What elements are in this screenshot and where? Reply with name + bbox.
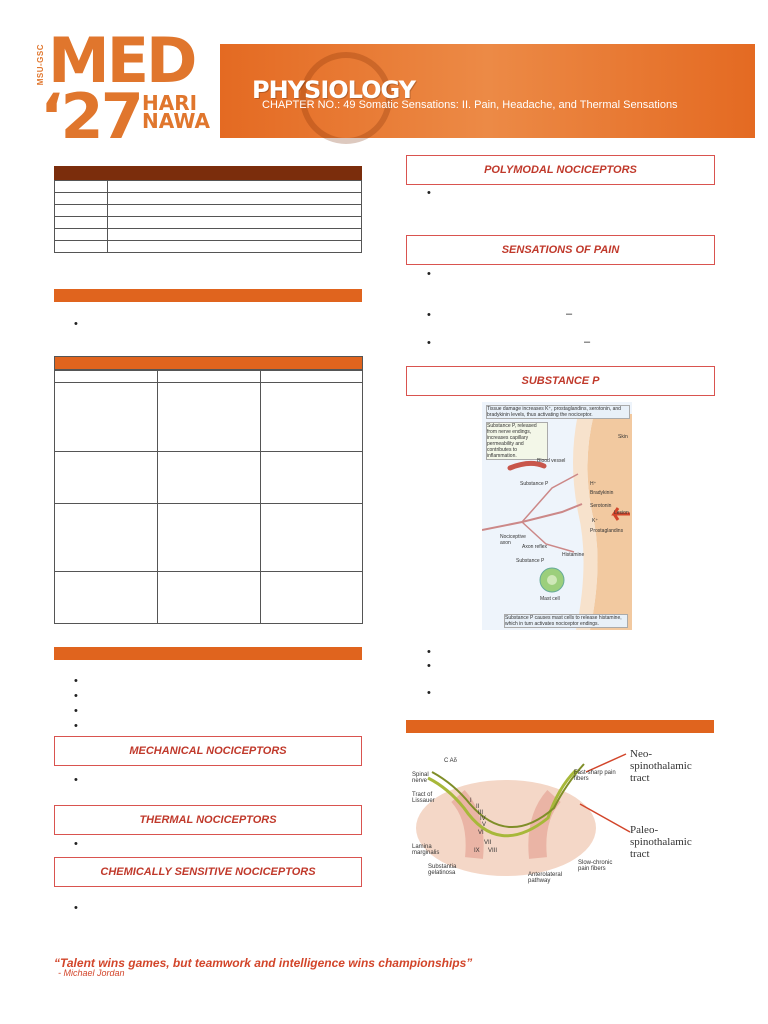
table1-header: [54, 166, 362, 180]
bullet: •: [74, 318, 78, 330]
paleo-spinothalamic-label: Paleo-spinothalamic tract: [630, 824, 692, 860]
bullet: •: [74, 774, 78, 786]
figure1-box-caption: Substance P, released from nerve endings, increases capillary permeability and contributes to inflammation.: [486, 422, 548, 460]
bullet: •: [427, 187, 431, 199]
nociceptive-axon-line: [482, 504, 582, 530]
lamina-iii: III: [478, 810, 484, 816]
lamina-i: I: [470, 798, 472, 804]
lamina-ix: IX: [474, 848, 480, 854]
table1: [54, 180, 362, 253]
neo-spinothalamic-label: Neo-spinothalamic tract: [630, 748, 692, 784]
bullet: •: [427, 268, 431, 280]
logo-med: MED: [48, 24, 195, 97]
logo-side-text: MSU-GSC: [36, 44, 45, 86]
thermal-nociceptors-heading: THERMAL NOCICEPTORS: [54, 805, 362, 835]
bullet: •: [74, 690, 78, 702]
blood-vessel-shape: [510, 463, 544, 468]
label-prostaglandins: Prostaglandins: [590, 528, 624, 534]
polymodal-nociceptors-heading: POLYMODAL NOCICEPTORS: [406, 155, 715, 185]
chapter-title: CHAPTER NO.: 49 Somatic Sensations: II. Pain, Headache, and Thermal Sensations: [262, 99, 678, 111]
logo-hari-nawa: [142, 91, 210, 133]
label-bradykinin: Bradykinin: [590, 490, 614, 496]
label-lesion: Lesion: [614, 510, 629, 516]
lamina-vi: VI: [478, 830, 484, 836]
bullet: •: [74, 838, 78, 850]
lamina-viii: VIII: [488, 848, 498, 854]
label-mast-cell: Mast cell: [540, 596, 560, 602]
label-blood-vessel: Blood vessel: [537, 458, 566, 464]
section-bar-3: [406, 720, 714, 733]
label-skin: Skin: [618, 434, 628, 440]
logo-year: ‘27: [40, 80, 141, 153]
lamina-ii: II: [476, 804, 480, 810]
bullet: •: [427, 646, 431, 658]
substance-p-figure: [482, 402, 632, 630]
label-substance-p-2: Substance P: [516, 558, 545, 564]
bullet: •: [427, 687, 431, 699]
label-serotonin: Serotonin: [590, 503, 612, 509]
sensations-of-pain-heading: SENSATIONS OF PAIN: [406, 235, 715, 265]
label-k-plus: K⁺: [592, 518, 598, 524]
label-lamina: Lamina marginalis: [412, 844, 440, 856]
subject-title: PHYSIOLOGY: [252, 76, 416, 104]
bullet: •: [74, 902, 78, 914]
label-axon-reflex: Axon reflex: [522, 544, 548, 550]
dash: –: [584, 336, 591, 348]
label-tract-lissauer: Tract of Lissauer: [412, 792, 435, 804]
logo-nawa: NAWA: [142, 109, 210, 133]
mechanical-nociceptors-heading: MECHANICAL NOCICEPTORS: [54, 736, 362, 766]
lamina-iv: IV: [480, 816, 486, 822]
label-slow-chronic: Slow-chronic pain fibers: [578, 860, 613, 872]
figure1-bottom-caption: Substance P causes mast cells to release histamine, which in turn activates nociceptor endings.: [504, 614, 628, 628]
label-anterolateral: Anterolateral pathway: [528, 872, 563, 884]
bullet: •: [427, 309, 431, 321]
label-substantia: Substantia gelatinosa: [428, 864, 457, 876]
logo-hari: HARI: [142, 91, 198, 115]
bullet: •: [74, 705, 78, 717]
dash: –: [566, 308, 573, 320]
table2-header: [54, 356, 363, 370]
label-h-plus: H⁺: [590, 481, 597, 487]
label-spinal-nerve: Spinal nerve: [412, 772, 429, 784]
section-bar-1: [54, 289, 362, 302]
chemical-nociceptors-heading: CHEMICALLY SENSITIVE NOCICEPTORS: [54, 857, 362, 887]
bullet: •: [427, 660, 431, 672]
footer-quote-author: - Michael Jordan: [58, 968, 125, 978]
footer-quote: “Talent wins games, but teamwork and intelligence wins championships”: [54, 956, 473, 970]
bullet: •: [74, 720, 78, 732]
bullet: •: [74, 675, 78, 687]
label-c-ad: C Aδ: [444, 758, 458, 764]
figure1-top-caption: Tissue damage increases K⁺, prostaglandins, serotonin, and bradykinin levels, thus activating the nociceptor.: [486, 405, 630, 419]
label-fast-sharp: Fast-sharp pain fibers: [574, 770, 616, 782]
label-substance-p: Substance P: [520, 481, 549, 487]
lamina-v: V: [482, 822, 487, 828]
label-histamine: Histamine: [562, 552, 585, 558]
table2: [54, 370, 363, 624]
label-nociceptive-axon: Nociceptive axon: [500, 534, 526, 546]
spinothalamic-figure: [408, 748, 724, 888]
section-bar-2: [54, 647, 362, 660]
lamina-vii: VII: [484, 840, 492, 846]
substance-p-heading: SUBSTANCE P: [406, 366, 715, 396]
bullet: •: [427, 337, 431, 349]
mast-cell-nucleus: [547, 575, 557, 585]
